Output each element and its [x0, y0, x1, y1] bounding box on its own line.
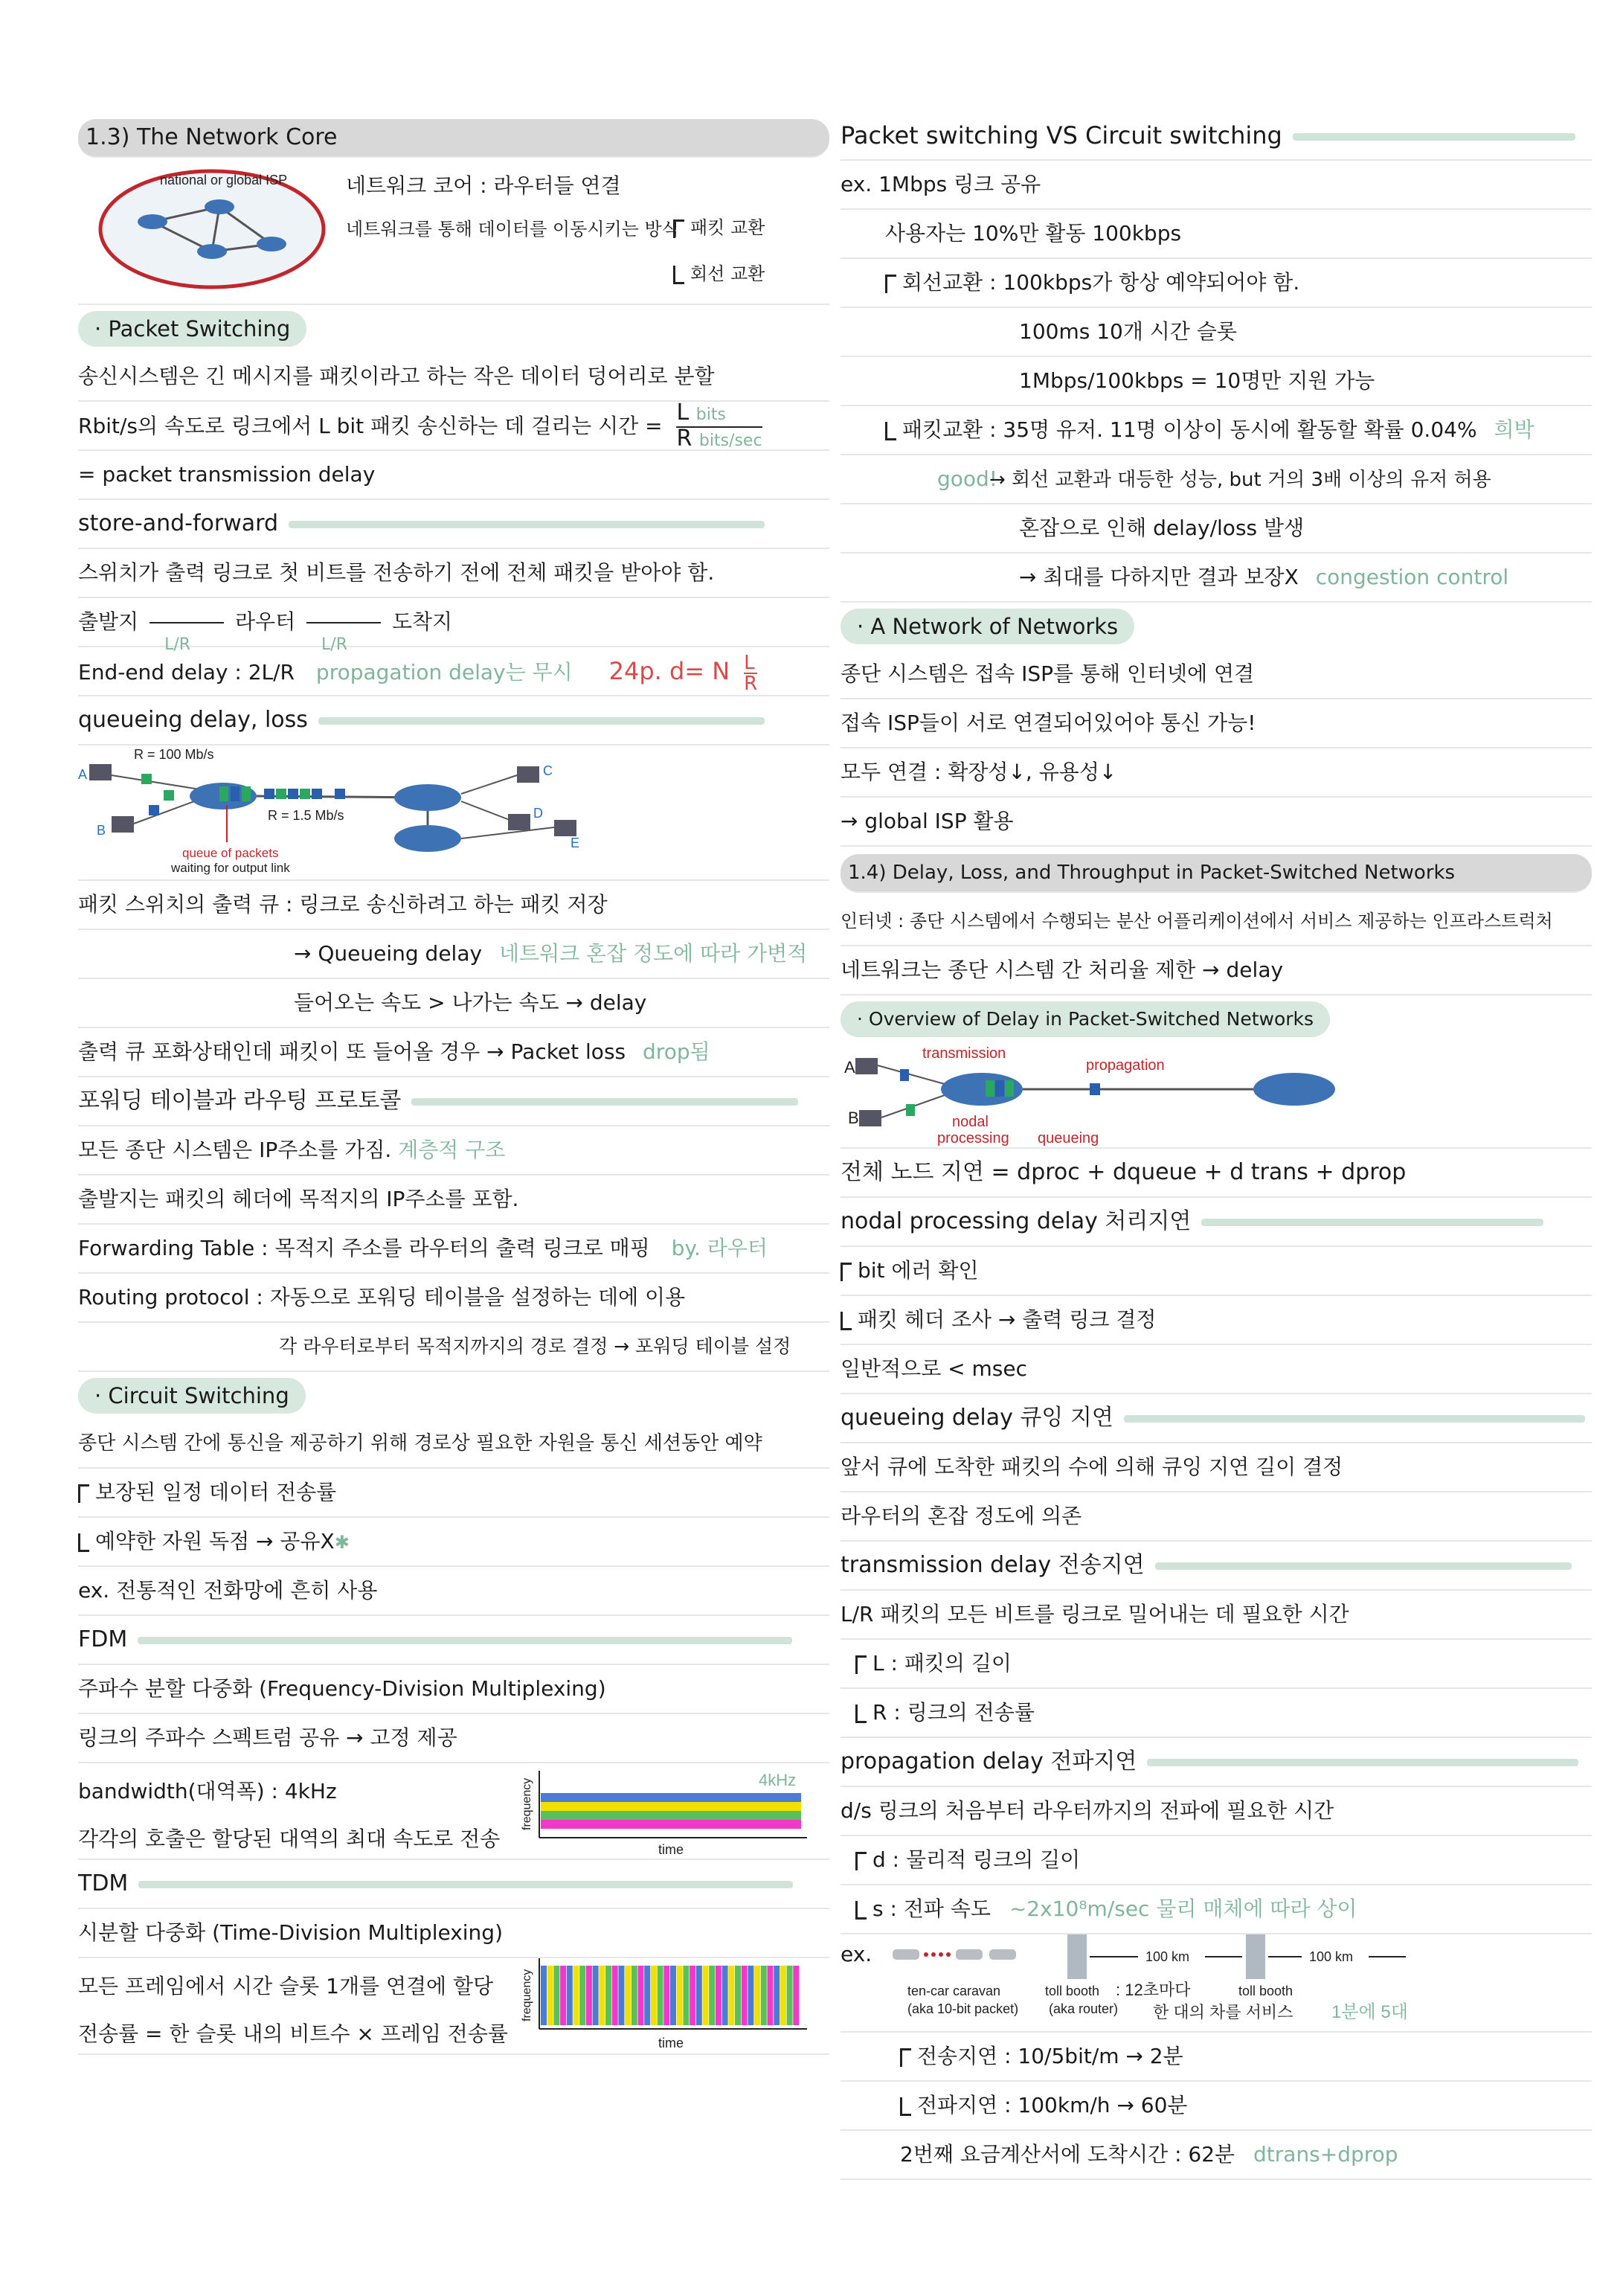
svg-text:한 대의 차를 서비스: 한 대의 차를 서비스 [1153, 2003, 1293, 2021]
qd-line-3: 들어오는 속도 > 나가는 속도 → delay [78, 979, 829, 1028]
fdm-block [78, 1763, 829, 1860]
vs-line-6: 패킷교환 : 35명 유저. 11명 이상이 동시에 활동할 확률 0.04% 희박 [841, 406, 1592, 455]
core-line-1: 네트워크 코어 : 라우터들 연결 [346, 173, 621, 198]
isp-label: national or global ISP [160, 173, 288, 187]
router-icon [205, 199, 234, 214]
tdm-slot [593, 1966, 599, 2025]
tdm-slot [703, 1966, 709, 2025]
tdm-slot [742, 1966, 748, 2025]
svg-text:(aka router): (aka router) [1049, 2001, 1119, 2016]
cs-line-1: 종단 시스템 간에 통신을 제공하기 위해 경로상 필요한 자원을 통신 세션동안 예약 [78, 1420, 829, 1469]
ft-line-5: 각 라우터로부터 목적지까지의 경로 결정 → 포워딩 테이블 설정 [78, 1323, 829, 1372]
ex-line-2: 전파지연 : 100km/h → 60분 [841, 2082, 1592, 2131]
tdm-slot [560, 1966, 566, 2025]
vs-line-7: good!→ 회선 교환과 대등한 성능, but 거의 3배 이상의 유저 허용 [841, 455, 1592, 504]
car-icon [989, 1949, 1016, 1960]
td-line-3: R : 링크의 전송률 [841, 1689, 1592, 1738]
vs-line-8: 혼잡으로 인해 delay/loss 발생 [841, 504, 1592, 554]
sf-line-1: 스위치가 출력 링크로 첫 비트를 전송하기 전에 전체 패킷을 받아야 함. [78, 549, 829, 598]
host-e-icon [554, 820, 576, 836]
tdm-figure [517, 1958, 814, 2053]
router-icon [257, 237, 286, 251]
svg-text:queueing: queueing [1038, 1130, 1099, 1147]
vs-line-3: 회선교환 : 100kbps가 항상 예약되어야 함. [841, 259, 1592, 308]
svg-text:(aka 10-bit packet): (aka 10-bit packet) [907, 2001, 1019, 2016]
ov-line-1: 전체 노드 지연 = dproc + dqueue + d trans + dprop [841, 1149, 1592, 1198]
tdm-slot [631, 1966, 637, 2025]
left-column [78, 112, 829, 2055]
td-header: transmission delay 전송지연 [841, 1542, 1592, 1591]
tdm-slot [553, 1966, 559, 2025]
tdm-slot [605, 1966, 611, 2025]
tdm-slot [728, 1966, 734, 2025]
vs-line-9: → 최대를 다하지만 결과 보장X congestion control [841, 554, 1592, 603]
network-core-block [78, 162, 829, 305]
tdm-slot [658, 1966, 663, 2025]
tdm-slot [541, 1966, 547, 2025]
svg-text:toll booth: toll booth [1045, 1984, 1100, 1998]
tdm-slot [586, 1966, 592, 2025]
nn-line-4: → global ISP 활용 [841, 798, 1592, 847]
tdm-slot [768, 1966, 774, 2025]
pd-line-1: d/s 링크의 처음부터 라우터까지의 전파에 필요한 시간 [841, 1787, 1592, 1836]
tdm-slot [651, 1966, 657, 2025]
tdm-slot [761, 1966, 767, 2025]
delay-overview-diagram [841, 1043, 1592, 1149]
tdm-block [78, 1958, 829, 2055]
svg-text:: 12초마다: : 12초마다 [1116, 1981, 1191, 1999]
svg-text:transmission: transmission [922, 1045, 1006, 1062]
svg-text:propagation: propagation [1086, 1057, 1165, 1074]
host-d-icon [508, 814, 530, 830]
svg-text:waiting for output link: waiting for output link [171, 861, 290, 875]
svg-text:time: time [658, 1842, 684, 1857]
svg-text:frequency: frequency [521, 1969, 533, 2021]
car-icon [893, 1949, 919, 1960]
svg-text:nodal: nodal [952, 1114, 989, 1130]
car-icon [956, 1949, 983, 1960]
svg-text:4kHz: 4kHz [759, 1771, 797, 1789]
np-line-2: 패킷 헤더 조사 → 출력 링크 결정 [841, 1296, 1592, 1345]
qdr-line-2: 라우터의 혼잡 정도에 의존 [841, 1492, 1592, 1542]
ft-line-4: Routing protocol : 자동으로 포워딩 테이블을 설정하는 데에 이용 [78, 1274, 829, 1323]
ft-line-2: 출발지는 패킷의 헤더에 목적지의 IP주소를 포함. [78, 1176, 829, 1225]
svg-text:A: A [78, 767, 88, 782]
transmission-fraction: $\frac{\text{L bits}}{\text{R bits/sec}}$ [676, 400, 762, 452]
packet-switching-title: · Packet Switching [78, 311, 306, 347]
tdm-slot [780, 1966, 786, 2025]
tdm-slot [748, 1966, 753, 2025]
td-line-1: L/R 패킷의 모든 비트를 링크로 밀어내는 데 필요한 시간 [841, 1591, 1592, 1640]
tdm-slot [709, 1966, 715, 2025]
svg-text:B: B [848, 1109, 859, 1127]
np-line-1: bit 에러 확인 [841, 1247, 1592, 1296]
cs-line-4: ex. 전통적인 전화망에 흔히 사용 [78, 1567, 829, 1616]
pd-line-3: s : 전파 속도 ~2x10⁸m/sec 물리 매체에 따라 상이 [841, 1885, 1592, 1934]
tdm-slot [547, 1966, 553, 2025]
qd-header: queueing delay 큐잉 지연 [841, 1394, 1592, 1443]
sf-flow: 출발지 L/R 라우터 L/R 도착지 [78, 598, 829, 647]
host-b-icon [112, 816, 134, 833]
toll-booth-icon [1246, 1934, 1265, 1979]
toll-booth-example [841, 1934, 1592, 2033]
cs-line-3: 예약한 자원 독점 → 공유X✱ [78, 1518, 829, 1567]
core-option-circuit: 회선 교환 [690, 263, 765, 284]
queueing-figure [78, 745, 643, 879]
tdm-slot [716, 1966, 721, 2025]
isp-network-diagram [78, 162, 331, 304]
core-option-packet: 패킷 교환 [690, 217, 765, 238]
host-c-icon [517, 766, 539, 783]
svg-text:A: A [844, 1058, 855, 1077]
ps-line-1: 송신시스템은 긴 메시지를 패킷이라고 하는 작은 데이터 덩어리로 분할 [78, 353, 829, 402]
tdm-slot [638, 1966, 644, 2025]
tdm-slot [754, 1966, 760, 2025]
svg-text:ten-car caravan: ten-car caravan [907, 1984, 1001, 1998]
svg-text:R = 100 Mb/s: R = 100 Mb/s [134, 747, 214, 762]
delay-loss-title: 1.4) Delay, Loss, and Throughput in Packet-Switched Networks [841, 854, 1592, 893]
svg-text:E: E [571, 836, 580, 850]
delay-overview-figure [841, 1043, 1406, 1147]
tdm-slot [787, 1966, 793, 2025]
qd-line-4: 출력 큐 포화상태인데 패킷이 또 들어올 경우 → Packet loss drop됨 [78, 1028, 829, 1077]
nn-line-1: 종단 시스템은 접속 ISP를 통해 인터넷에 연결 [841, 650, 1592, 699]
tdm-slot [612, 1966, 618, 2025]
svg-text:queue of packets: queue of packets [182, 846, 279, 860]
ex-line-3: 2번째 요금계산서에 도착시간 : 62분 dtrans+dprop [841, 2131, 1592, 2180]
svg-text:frequency: frequency [521, 1777, 533, 1830]
tdm-slot [579, 1966, 585, 2025]
tdm-slot [696, 1966, 702, 2025]
nn-line-2: 접속 ISP들이 서로 연결되어있어야 통신 가능! [841, 699, 1592, 748]
ps-line-2: Rbit/s의 속도로 링크에서 L bit 패킷 송신하는 데 걸리는 시간 = $\frac{\text{L bits}}{\text{R bits/sec}}$ [78, 402, 829, 451]
host-a-icon [855, 1058, 878, 1074]
vs-line-4: 100ms 10개 시간 슬롯 [841, 308, 1592, 357]
ex-label: ex. [841, 1942, 872, 1966]
core-line-2: 네트워크를 통해 데이터를 이동시키는 방식 [346, 219, 679, 240]
svg-text:D: D [533, 806, 543, 821]
dl-line-1: 인터넷 : 종단 시스템에서 수행되는 분산 어플리케이션에서 서비스 제공하는 인프라스트럭처 [841, 897, 1592, 946]
router-icon [138, 214, 167, 229]
tdm-header: TDM [78, 1860, 829, 1909]
sf-end-end-delay: End-end delay : 2L/R propagation delay는 무시 24p. d= N $\frac{L}{R}$ [78, 647, 829, 696]
fdm-header: FDM [78, 1616, 829, 1665]
vs-header: Packet switching VS Circuit switching [841, 112, 1592, 161]
router-icon [394, 825, 461, 852]
svg-text:processing: processing [937, 1130, 1009, 1147]
fdm-line-3: bandwidth(대역폭) : 4kHz [78, 1779, 337, 1803]
svg-text:time: time [658, 2036, 684, 2050]
fdm-figure [517, 1763, 814, 1859]
queueing-delay-header: queueing delay, loss [78, 696, 829, 745]
cs-line-2: 보장된 일정 데이터 전송률 [78, 1469, 829, 1518]
tdm-slot [670, 1966, 676, 2025]
store-and-forward-header: store-and-forward [78, 500, 829, 549]
svg-text:100 km: 100 km [1145, 1949, 1190, 1964]
svg-text:1분에 5대: 1분에 5대 [1331, 2002, 1408, 2022]
vs-line-2: 사용자는 10%만 활동 100kbps [841, 210, 1592, 259]
ex-line-1: 전송지연 : 10/5bit/m → 2분 [841, 2033, 1592, 2082]
overview-delay-title: · Overview of Delay in Packet-Switched Networks [841, 1001, 1330, 1037]
tdm-slot [644, 1966, 650, 2025]
tdm-slot [625, 1966, 631, 2025]
network-of-networks-title: · A Network of Networks [841, 609, 1134, 644]
router-icon [1253, 1073, 1335, 1106]
tdm-line-3: 전송률 = 한 슬롯 내의 비트수 × 프레임 전송률 [78, 2021, 508, 2046]
router-icon [197, 244, 227, 259]
tdm-slot [683, 1966, 689, 2025]
toll-booth-figure [885, 1934, 1473, 2031]
right-column [841, 112, 1592, 2180]
queueing-diagram [78, 745, 829, 881]
vs-line-1: ex. 1Mbps 링크 공유 [841, 161, 1592, 210]
svg-text:100 km: 100 km [1309, 1949, 1354, 1964]
dl-line-2: 네트워크는 종단 시스템 간 처리율 제한 → delay [841, 946, 1592, 995]
tdm-slot [690, 1966, 695, 2025]
section-network-core-title: 1.3) The Network Core [78, 119, 829, 158]
tdm-slot [735, 1966, 741, 2025]
td-line-2: L : 패킷의 길이 [841, 1640, 1592, 1689]
ft-line-3: Forwarding Table : 목적지 주소를 라우터의 출력 링크로 매핑 by. 라우터 [78, 1225, 829, 1274]
qd-line-1: 패킷 스위치의 출력 큐 : 링크로 송신하려고 하는 패킷 저장 [78, 881, 829, 930]
svg-text:toll booth: toll booth [1238, 1984, 1293, 1998]
svg-text:R = 1.5 Mb/s: R = 1.5 Mb/s [268, 808, 344, 823]
router-icon [394, 784, 461, 811]
host-b-icon [859, 1110, 881, 1126]
pd-line-2: d : 물리적 링크의 길이 [841, 1836, 1592, 1885]
tdm-slot [722, 1966, 728, 2025]
tdm-line-1: 시분할 다중화 (Time-Division Multiplexing) [78, 1909, 829, 1958]
circuit-switching-title: · Circuit Switching [78, 1378, 306, 1414]
tdm-slot [677, 1966, 683, 2025]
fdm-line-1: 주파수 분할 다중화 (Frequency-Division Multiplexing) [78, 1665, 829, 1714]
vs-line-5: 1Mbps/100kbps = 10명만 지원 가능 [841, 357, 1592, 406]
pd-header: propagation delay 전파지연 [841, 1738, 1592, 1787]
qdr-line-1: 앞서 큐에 도착한 패킷의 수에 의해 큐잉 지연 길이 결정 [841, 1443, 1592, 1492]
host-a-icon [89, 764, 112, 780]
ft-line-1: 모든 종단 시스템은 IP주소를 가짐. 계층적 구조 [78, 1126, 829, 1176]
np-line-3: 일반적으로 < msec [841, 1345, 1592, 1394]
tdm-slot [573, 1966, 579, 2025]
ps-line-3: = packet transmission delay [78, 451, 829, 500]
qd-line-2: → Queueing delay 네트워크 혼잡 정도에 따라 가변적 [78, 930, 829, 979]
toll-booth-icon [1067, 1934, 1087, 1979]
forwarding-table-header: 포워딩 테이블과 라우팅 프로토콜 [78, 1077, 829, 1126]
svg-text:B: B [97, 823, 106, 838]
fdm-line-2: 링크의 주파수 스펙트럼 공유 → 고정 제공 [78, 1714, 829, 1763]
tdm-slot [567, 1966, 573, 2025]
tdm-slot [618, 1966, 624, 2025]
tdm-slot [599, 1966, 605, 2025]
svg-text:C: C [543, 763, 553, 778]
tdm-slot [663, 1966, 669, 2025]
tdm-slot [793, 1966, 799, 2025]
nn-line-3: 모두 연결 : 확장성↓, 유용성↓ [841, 748, 1592, 798]
np-header: nodal processing delay 처리지연 [841, 1198, 1592, 1247]
tdm-line-2: 모든 프레임에서 시간 슬롯 1개를 연결에 할당 [78, 1974, 494, 1998]
tdm-slot [774, 1966, 780, 2025]
fdm-line-4: 각각의 호출은 할당된 대역의 최대 속도로 전송 [78, 1827, 501, 1851]
